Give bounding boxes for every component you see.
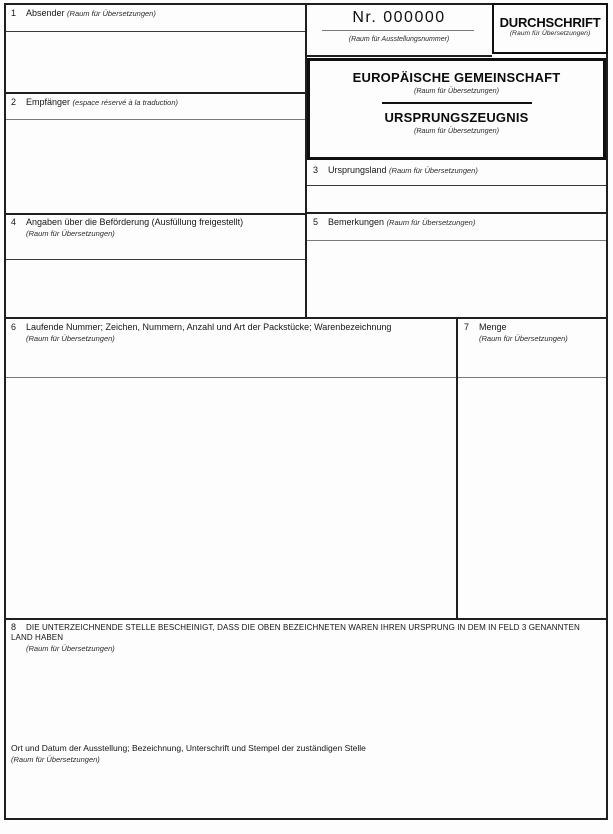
field6-entry-area	[6, 379, 455, 617]
field8-number: 8	[11, 622, 17, 632]
field4-caption: (Raum für Übersetzungen)	[26, 229, 115, 239]
field5-top-line	[305, 212, 606, 214]
field3-label-underline	[307, 185, 606, 186]
signature-stamp-area	[6, 765, 606, 818]
field2-entry-area	[6, 121, 304, 211]
certificate-title: URSPRUNGSZEUGNIS	[384, 110, 529, 125]
field3-number: 3	[313, 165, 319, 175]
field4-entry-area	[6, 261, 304, 316]
community-title: EUROPÄISCHE GEMEINSCHAFT	[352, 70, 561, 85]
field4-top-line	[6, 213, 305, 215]
field1-entry-area	[6, 33, 304, 91]
field1-number: 1	[11, 8, 17, 18]
goods-table-header-underline	[6, 377, 606, 378]
field3-caption: (Raum für Übersetzungen)	[389, 166, 478, 175]
field8-caption: (Raum für Übersetzungen)	[26, 644, 115, 654]
serial-caption: (Raum für Ausstellungsnummer)	[348, 36, 450, 43]
field5-number: 5	[313, 217, 319, 227]
document-title-box	[307, 58, 606, 160]
field8-entry-area	[6, 648, 606, 740]
field4-label	[11, 217, 301, 239]
copy-title: DURCHSCHRIFT	[499, 15, 601, 30]
field4-label-underline	[6, 259, 305, 260]
field8-top-line	[6, 618, 606, 620]
issue-caption: (Raum für Übersetzungen)	[11, 754, 100, 764]
certificate-caption: (Raum für Übersetzungen)	[413, 126, 500, 135]
field5-entry-area	[307, 242, 606, 316]
serial-number: Nr. 000000	[352, 9, 446, 26]
field3-label	[313, 165, 593, 176]
field2-title: Empfänger	[26, 97, 71, 107]
field7-title: Menge	[479, 322, 507, 332]
field6-number: 6	[11, 322, 17, 332]
field4-title: Angaben über die Beförderung (Ausfüllung freigestellt)	[26, 217, 244, 227]
copy-designation-box	[492, 3, 608, 54]
field2-label	[11, 97, 291, 108]
field1-label	[11, 8, 291, 19]
goods-table-top-line	[6, 317, 606, 319]
serial-box-bottom-line	[305, 55, 492, 57]
field8-title: DIE UNTERZEICHNENDE STELLE BESCHEINIGT, DASS DIE OBEN BEZEICHNETEN WAREN IHREN URSPRUNG IN DEM IN FELD 3 GENANNTEN LAND HABEN	[11, 623, 580, 643]
field7-number: 7	[464, 322, 470, 332]
community-caption: (Raum für Übersetzungen)	[413, 86, 500, 95]
field2-label-underline	[6, 119, 305, 120]
title-separator-line	[382, 102, 532, 104]
field4-number: 4	[11, 217, 17, 227]
copy-caption: (Raum für Übersetzungen)	[509, 30, 591, 37]
field1-title: Absender	[26, 8, 65, 18]
field7-label	[464, 322, 599, 344]
field5-label-underline	[307, 240, 606, 241]
issue-label: Ort und Datum der Ausstellung; Bezeichnung, Unterschrift und Stempel der zuständigen Stelle	[11, 743, 366, 753]
field6-title: Laufende Nummer; Zeichen, Nummern, Anzahl und Art der Packstücke; Warenbezeichnung	[26, 322, 392, 332]
field5-title: Bemerkungen	[328, 217, 385, 227]
field5-label	[313, 217, 593, 228]
field5-caption: (Raum für Übersetzungen)	[386, 218, 476, 227]
field2-top-line	[6, 92, 305, 94]
serial-number-underline	[322, 30, 474, 31]
field3-entry-area	[307, 187, 606, 211]
field2-caption: (espace réservé à la traduction)	[72, 98, 179, 107]
field7-entry-area	[458, 379, 606, 617]
field7-caption: (Raum für Übersetzungen)	[479, 334, 568, 344]
field3-title: Ursprungsland	[328, 165, 387, 175]
field6-caption: (Raum für Übersetzungen)	[26, 334, 115, 344]
issue-block-label	[11, 743, 601, 764]
field1-caption: (Raum für Übersetzungen)	[67, 9, 156, 18]
field1-label-underline	[6, 31, 305, 32]
field6-label	[11, 322, 441, 344]
field2-number: 2	[11, 97, 17, 107]
